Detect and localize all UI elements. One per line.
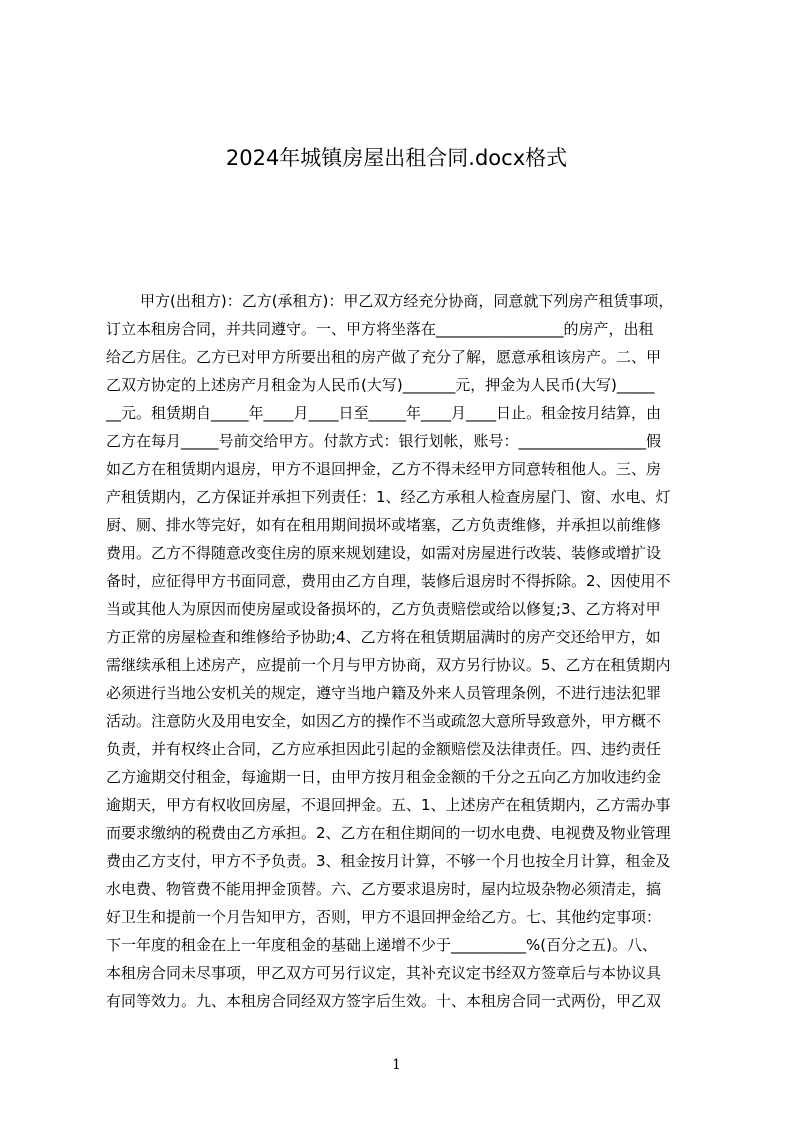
body-line: 给乙方居住。乙方已对甲方所要出租的房产做了充分了解，愿意承租该房产。二、甲 bbox=[106, 348, 662, 366]
body-line: 有同等效力。九、本租房合同经双方签字后生效。十、本租房合同一式两份，甲乙双 bbox=[106, 992, 662, 1010]
body-line: 下一年度的租金在上一年度租金的基础上递增不少于__________%(百分之五)。八、 bbox=[106, 936, 657, 954]
body-line: 订立本租房合同，并共同遵守。一、甲方将坐落在_________________的房产，出租 bbox=[106, 320, 654, 338]
contract-body bbox=[106, 287, 698, 1015]
body-line: 乙双方协定的上述房产月租金为人民币(大写)_______元，押金为人民币(大写)_____ bbox=[106, 376, 655, 394]
body-line: 厨、厕、排水等完好，如有在租用期间损坏或堵塞，乙方负责维修，并承担以前维修 bbox=[106, 516, 662, 534]
body-line: 当或其他人为原因而使房屋或设备损坏的，乙方负责赔偿或给以修复;3、乙方将对甲 bbox=[106, 600, 661, 618]
body-line: __元。租赁期自_____年____月____日至_____年____月____日止。租金按月结算，由 bbox=[106, 404, 662, 422]
body-line: 逾期天，甲方有权收回房屋，不退回押金。五、1、上述房产在租赁期内，乙方需办事 bbox=[106, 796, 671, 814]
body-line: 费由乙方支付，甲方不予负责。3、租金按月计算，不够一个月也按全月计算，租金及 bbox=[106, 852, 671, 870]
body-line: 好卫生和提前一个月告知甲方，否则，甲方不退回押金给乙方。七、其他约定事项： bbox=[106, 908, 662, 926]
body-line: 费用。乙方不得随意改变住房的原来规划建设，如需对房屋进行改装、装修或增扩设 bbox=[106, 544, 662, 562]
body-line: 如乙方在租赁期内退房，甲方不退回押金，乙方不得未经甲方同意转租他人。三、房 bbox=[106, 460, 662, 478]
body-line: 甲方(出租方)：乙方(承租方)：甲乙双方经充分协商，同意就下列房产租赁事项， bbox=[140, 292, 674, 310]
body-line: 需继续承租上述房产，应提前一个月与甲方协商，双方另行协议。5、乙方在租赁期内 bbox=[106, 656, 671, 674]
body-line: 水电费、物管费不能用押金顶替。六、乙方要求退房时，屋内垃圾杂物必须清走，搞 bbox=[106, 880, 662, 898]
body-line: 本租房合同未尽事项，甲乙双方可另行议定，其补充议定书经双方签章后与本协议具 bbox=[106, 964, 662, 982]
body-line: 活动。注意防火及用电安全，如因乙方的操作不当或疏忽大意所导致意外，甲方概不 bbox=[106, 712, 662, 730]
body-line: 负责，并有权终止合同，乙方应承担因此引起的金额赔偿及法律责任。四、违约责任 bbox=[106, 740, 662, 758]
document-title: 2024年城镇房屋出租合同.docx格式 bbox=[225, 146, 568, 170]
body-line: 产租赁期内，乙方保证并承担下列责任：1、经乙方承租人检查房屋门、窗、水电、灯 bbox=[106, 488, 671, 506]
body-line: 备时，应征得甲方书面同意，费用由乙方自理，装修后退房时不得拆除。2、因使用不 bbox=[106, 572, 671, 590]
body-line: 乙方逾期交付租金，每逾期一日，由甲方按月租金金额的千分之五向乙方加收违约金 bbox=[106, 768, 662, 786]
body-line: 必须进行当地公安机关的规定，遵守当地户籍及外来人员管理条例，不进行违法犯罪 bbox=[106, 684, 662, 702]
page-number: 1 bbox=[392, 1057, 401, 1073]
body-line: 方正常的房屋检查和维修给予协助;4、乙方将在租赁期届满时的房产交还给甲方，如 bbox=[106, 628, 661, 646]
body-line: 而要求缴纳的税费由乙方承担。2、乙方在租住期间的一切水电费、电视费及物业管理 bbox=[106, 824, 671, 842]
body-line: 乙方在每月_____号前交给甲方。付款方式：银行划帐，账号：_________________假 bbox=[106, 432, 662, 450]
